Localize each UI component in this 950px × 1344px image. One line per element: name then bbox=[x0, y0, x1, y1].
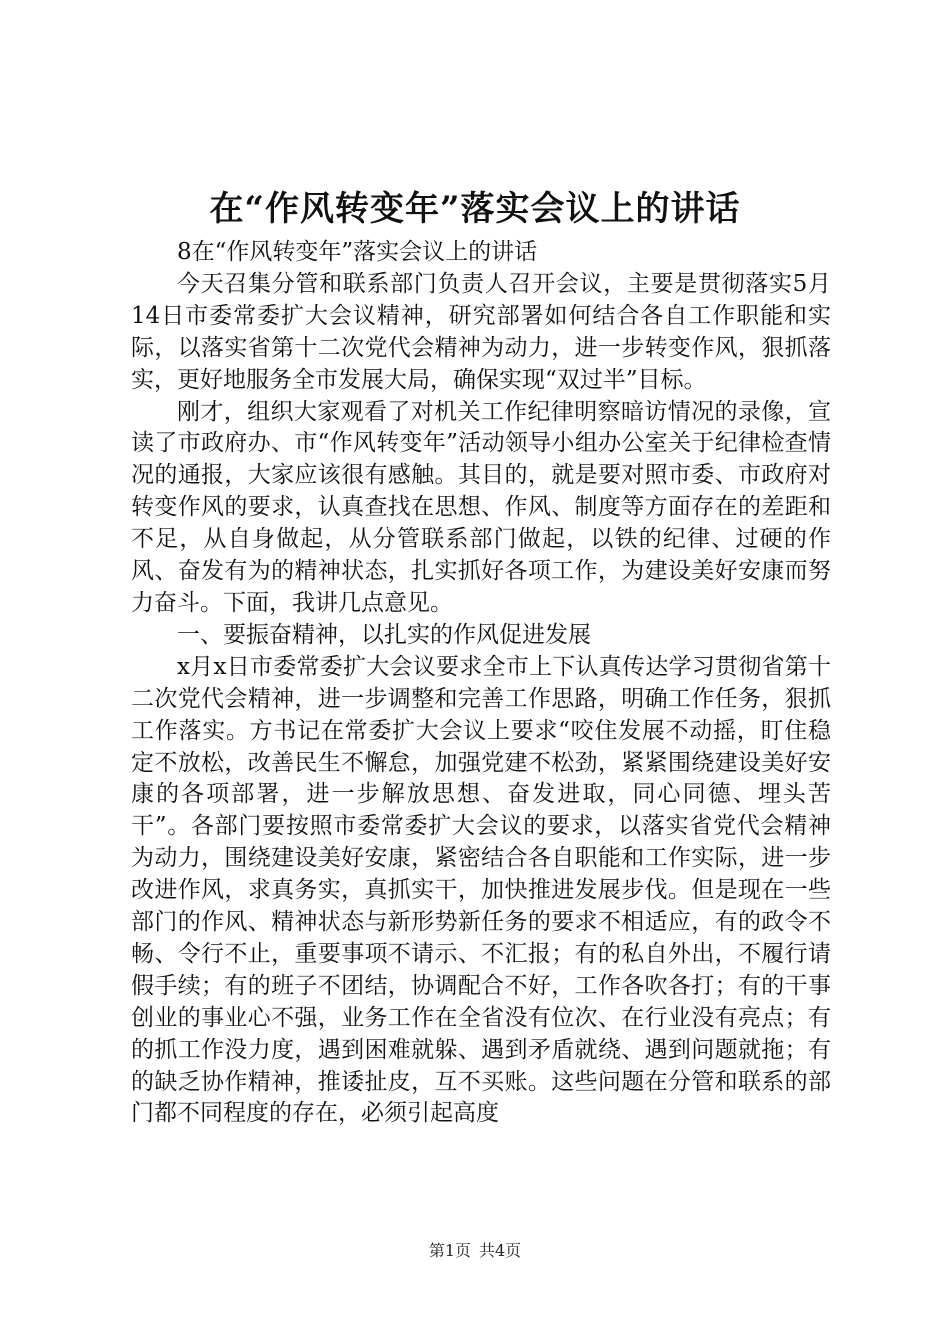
page-number: 第1页 bbox=[428, 1241, 471, 1260]
document-body bbox=[131, 237, 831, 1130]
paragraph: 今天召集分管和联系部门负责人召开会议，主要是贯彻落实5月14日市委常委扩大会议精神，研究部署如何结合各自工作职能和实际，以落实省第十二次党代会精神为动力，进一步转变作风，狠抓落实，更好地服务全市发展大局，确保实现“双过半”目标。 bbox=[131, 270, 831, 393]
paragraph: 刚才，组织大家观看了对机关工作纪律明察暗访情况的录像，宣读了市政府办、市“作风转变年”活动领导小组办公室关于纪律检查情况的通报，大家应该很有感触。其目的，就是要对照市委、市政府对转变作风的要求，认真查找在思想、作风、制度等方面存在的差距和不足，从自身做起，从分管联系部门做起，以铁的纪律、过硬的作风、奋发有为的精神状态，扎实抓好各项工作，为建设美好安康而努力奋斗。下面，我讲几点意见。 bbox=[131, 398, 831, 616]
paragraph-subtitle: 8在“作风转变年”落实会议上的讲话 bbox=[177, 239, 538, 265]
page-total: 共4页 bbox=[479, 1241, 522, 1260]
page-footer bbox=[0, 1240, 950, 1262]
document-title: 在“作风转变年”落实会议上的讲话 bbox=[209, 189, 741, 229]
paragraph: x月x日市委常委扩大会议要求全市上下认真传达学习贯彻省第十二次党代会精神，进一步调整和完善工作思路，明确工作任务，狠抓工作落实。方书记在常委扩大会议上要求“咬住发展不动摇，盯住稳定不放松，改善民生不懈怠，加强党建不松劲，紧紧围绕建设美好安康的各项部署，进一步解放思想、奋发进取，同心同德、埋头苦干”。各部门要按照市委常委扩大会议的要求，以落实省党代会精神为动力，围绕建设美好安康，紧密结合各自职能和工作实际，进一步改进作风，求真务实，真抓实干，加快推进发展步伐。但是现在一些部门的作风、精神状态与新形势新任务的要求不相适应，有的政令不畅、令行不止，重要事项不请示、不汇报；有的私自外出，不履行请假手续；有的班子不团结，协调配合不好，工作各吹各打；有的干事创业的事业心不强，业务工作在全省没有位次、在行业没有亮点；有的抓工作没力度，遇到困难就躲、遇到矛盾就绕、遇到问题就拖；有的缺乏协作精神，推诿扯皮，互不买账。这些问题在分管和联系的部门都不同程度的存在，必须引起高度 bbox=[131, 653, 831, 1127]
section-heading: 一、要振奋精神，以扎实的作风促进发展 bbox=[177, 621, 591, 648]
